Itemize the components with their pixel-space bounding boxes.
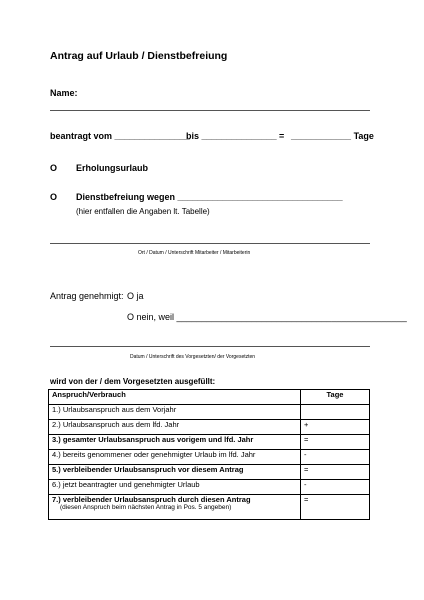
name-label: Name: xyxy=(50,88,78,98)
table-header-tage: Tage xyxy=(301,390,370,405)
row-days-cell[interactable]: = xyxy=(301,495,370,520)
tage-field[interactable]: ____________ Tage xyxy=(291,131,374,141)
row-sublabel: (diesen Anspruch beim nächsten Antrag in Pos. 5 angeben) xyxy=(60,504,232,511)
table-header-row xyxy=(49,390,370,405)
erholungsurlaub-label: Erholungsurlaub xyxy=(76,163,148,173)
supervisor-heading: wird von der / dem Vorgesetzten ausgefüllt: xyxy=(50,377,216,386)
dienstbefreiung-note: (hier entfallen die Angaben lt. Tabelle) xyxy=(76,207,210,216)
erholungsurlaub-checkbox[interactable]: O xyxy=(50,163,58,173)
row-label: 4.) bereits genommener oder genehmigter Urlaub im lfd. Jahr xyxy=(49,450,301,465)
signature1-caption: Ort / Datum / Unterschrift Mitarbeiter / Mitarbeiterin xyxy=(138,250,251,256)
approval-yes-option[interactable]: O ja xyxy=(127,291,144,301)
row-days-cell[interactable]: = xyxy=(301,435,370,450)
dienstbefreiung-checkbox[interactable]: O xyxy=(50,192,58,202)
row-label-cell xyxy=(49,495,301,520)
form-title: Antrag auf Urlaub / Dienstbefreiung xyxy=(50,50,228,62)
table-row xyxy=(49,465,370,480)
row-days-cell[interactable] xyxy=(301,405,370,420)
row-label: 5.) verbleibender Urlaubsanspruch vor diesem Antrag xyxy=(49,465,301,480)
approval-no-option[interactable]: O nein, weil ______________________________________________ xyxy=(127,312,407,322)
row-days-cell[interactable]: + xyxy=(301,420,370,435)
signature2-line[interactable] xyxy=(50,346,370,347)
signature2-caption: Datum / Unterschrift des Vorgesetzten/ der Vorgesetzten xyxy=(130,354,256,360)
bis-field[interactable]: bis _______________ xyxy=(186,131,277,141)
equals-sign: = xyxy=(279,131,285,141)
table-row xyxy=(49,420,370,435)
table-row xyxy=(49,495,370,520)
row-days-cell[interactable]: - xyxy=(301,450,370,465)
signature1-line[interactable] xyxy=(50,243,370,244)
row-label: 1.) Urlaubsanspruch aus dem Vorjahr xyxy=(49,405,301,420)
table-row xyxy=(49,435,370,450)
dienstbefreiung-field[interactable]: Dienstbefreiung wegen _________________________________ xyxy=(76,192,343,202)
table-row xyxy=(49,480,370,495)
row-label: 6.) jetzt beantragter und genehmigter Urlaub xyxy=(49,480,301,495)
table-header-anspruch: Anspruch/Verbrauch xyxy=(49,390,301,405)
row-days-cell[interactable]: = xyxy=(301,465,370,480)
name-line[interactable] xyxy=(50,110,370,111)
table-row xyxy=(49,405,370,420)
row-label: 7.) verbleibender Urlaubsanspruch durch diesen Antrag xyxy=(52,495,251,504)
beantragt-vom-field[interactable]: beantragt vom _______________ xyxy=(50,131,190,141)
approval-label: Antrag genehmigt: xyxy=(50,291,124,301)
row-days-cell[interactable]: - xyxy=(301,480,370,495)
table-row xyxy=(49,450,370,465)
row-label: 3.) gesamter Urlaubsanspruch aus vorigem und lfd. Jahr xyxy=(49,435,301,450)
row-label: 2.) Urlaubsanspruch aus dem lfd. Jahr xyxy=(49,420,301,435)
entitlement-table xyxy=(48,389,370,520)
